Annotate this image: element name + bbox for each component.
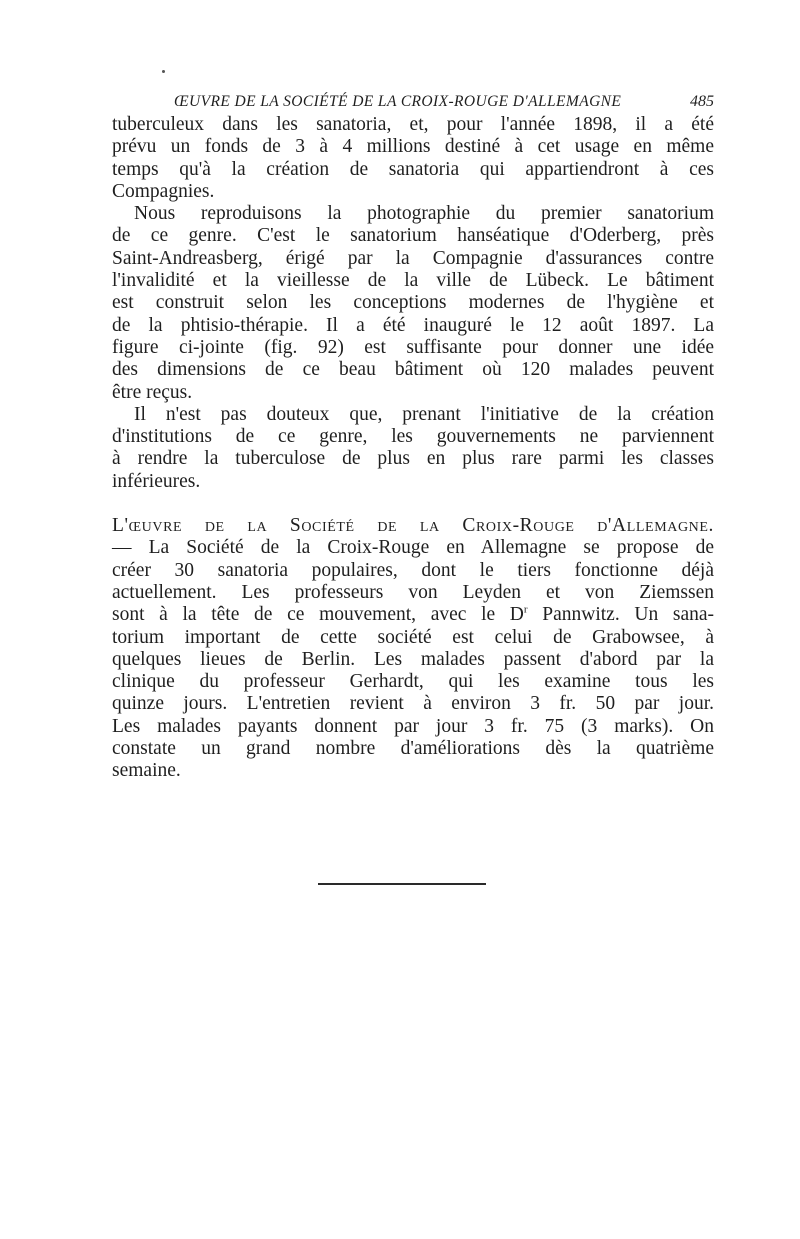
- paragraph-3: [112, 404, 714, 493]
- text-line: temps qu'à la création de sanatoria qui appartiendront à ces: [112, 158, 714, 180]
- text-line: actuellement. Les professeurs von Leyden et von Ziemssen: [112, 581, 714, 603]
- text-line: Nous reproduisons la photographie du premier sanatorium: [134, 203, 714, 225]
- running-head: ŒUVRE DE LA SOCIÉTÉ DE LA CROIX-ROUGE D'ALLEMAGNE: [174, 93, 622, 110]
- section-end-rule: [318, 883, 486, 885]
- text-line: à rendre la tuberculose de plus en plus rare parmi les classes: [112, 448, 714, 470]
- text-line: — La Société de la Croix-Rouge en Allemagne se propose de: [112, 537, 714, 559]
- line-segment: Pannwitz. Un sana-: [527, 604, 714, 626]
- print-speck: [162, 70, 165, 73]
- text-line: inférieures.: [112, 470, 201, 492]
- superscript: r: [523, 603, 528, 616]
- text-line: Il n'est pas douteux que, prenant l'initiative de la création: [134, 403, 714, 425]
- section-red-cross: [112, 515, 714, 783]
- text-line: torium important de cette société est celui de Grabowsee, à: [112, 626, 714, 648]
- text-line: figure ci-jointe (fig. 92) est suffisante pour donner une idée: [112, 336, 714, 358]
- text-line: clinique du professeur Gerhardt, qui les examine tous les: [112, 671, 714, 693]
- text-line: est construit selon les conceptions modernes de l'hygiène et: [112, 292, 714, 314]
- text-line: semaine.: [112, 760, 181, 782]
- text-line-with-superscript: [112, 604, 714, 626]
- paragraph-2: [112, 203, 714, 404]
- text-line: Compagnies.: [112, 180, 215, 202]
- section-heading: L'œuvre de la Société de la Croix-Rouge d'Allemagne.: [112, 515, 714, 537]
- text-line: d'institutions de ce genre, les gouvernements ne parviennent: [112, 426, 714, 448]
- paragraph-1: [112, 114, 714, 203]
- line-segment: sont à la tête de ce mouvement, avec le D: [112, 604, 524, 626]
- text-line: tuberculeux dans les sanatoria, et, pour l'année 1898, il a été: [112, 114, 714, 135]
- text-line: de ce genre. C'est le sanatorium hanséatique d'Oderberg, près: [112, 225, 714, 247]
- text-line: l'invalidité et la vieillesse de la ville de Lübeck. Le bâtiment: [112, 270, 714, 292]
- text-line: Saint-Andreasberg, érigé par la Compagnie d'assurances contre: [112, 247, 714, 269]
- text-line: des dimensions de ce beau bâtiment où 120 malades peuvent: [112, 359, 714, 381]
- section-gap: [112, 493, 714, 515]
- text-line: quinze jours. L'entretien revient à environ 3 fr. 50 par jour.: [112, 693, 714, 715]
- text-line: de la phtisio-thérapie. Il a été inauguré le 12 août 1897. La: [112, 314, 714, 336]
- text-line: être reçus.: [112, 381, 193, 403]
- page-number: 485: [690, 93, 714, 110]
- text-line: constate un grand nombre d'améliorations dès la quatrième: [112, 738, 714, 760]
- text-line: créer 30 sanatoria populaires, dont le tiers fonctionne déjà: [112, 559, 714, 581]
- body-text: [112, 114, 714, 783]
- text-line: quelques lieues de Berlin. Les malades passent d'abord par la: [112, 648, 714, 670]
- text-line: prévu un fonds de 3 à 4 millions destiné à cet usage en même: [112, 136, 714, 158]
- text-line: Les malades payants donnent par jour 3 fr. 75 (3 marks). On: [112, 715, 714, 737]
